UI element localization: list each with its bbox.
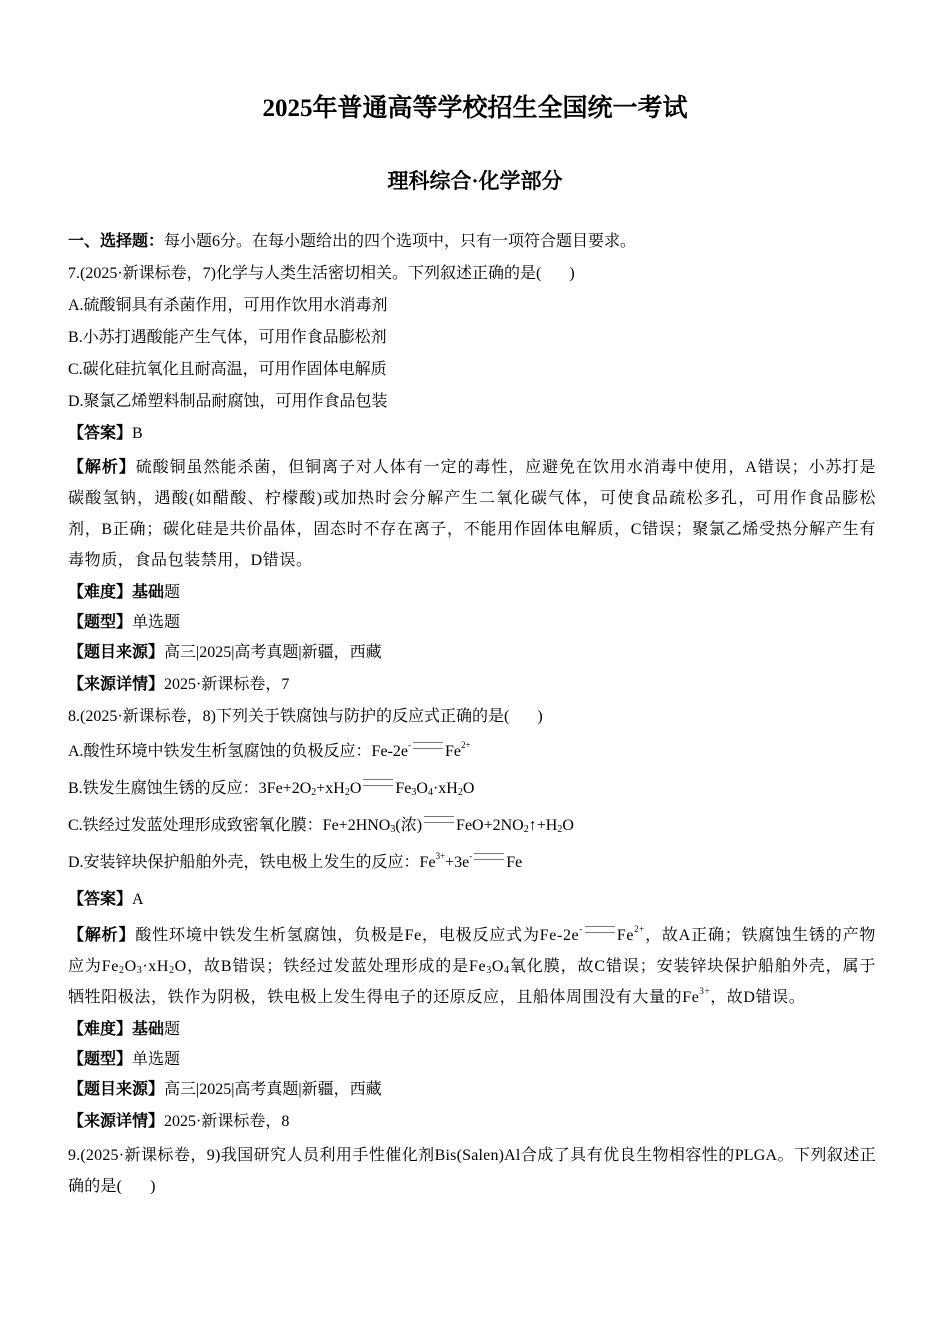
equals-sign [424,816,454,823]
q7-type: 【题型】单选题 [68,614,181,631]
question-7-stem: 7.(2025·新课标卷，7)化学与人类生活密切相关。下列叙述正确的是( ) [68,265,575,282]
q7-analysis: 【解析】硫酸铜虽然能杀菌，但铜离子对人体有一定的毒性，应避免在饮用水消毒中使用，A错误；小苏打是碳酸氢钠，遇酸(如醋酸、柠檬酸)或加热时会分解产生二氧化碳气体，可使食品疏松多孔，可用作食品膨松剂，B正确；碳化硅是共价晶体，固态时不存在离子，不能用作固体电解质，C错误；聚氯乙烯受热分解产生有毒物质，食品包装禁用，D错误。 [68,459,876,569]
question-9-stem: 9.(2025·新课标卷，9)我国研究人员利用手性催化剂Bis(Salen)Al合成了具有优良生物相容性的PLGA。下列叙述正确的是( ) [68,1147,876,1195]
q8-option-d: D.安装锌块保护船舶外壳，铁电极上发生的反应：$Fe^{3+}+3e^-$ Fe [68,851,523,871]
q7-option-a: A.硫酸铜具有杀菌作用，可用作饮用水消毒剂 [68,297,388,314]
q7-option-d: D.聚氯乙烯塑料制品耐腐蚀，可用作食品包装 [68,393,388,410]
equals-sign [363,779,393,786]
question-8-stem: 8.(2025·新课标卷，8)下列关于铁腐蚀与防护的反应式正确的是( ) [68,708,543,725]
q8-option-b: B.铁发生腐蚀生锈的反应：$3Fe+2O_2+xH_2O$ $Fe_3O_4\cdot xH_2O$ [68,780,475,798]
q7-source-detail: 【来源详情】2025·新课标卷，7 [68,676,290,693]
q8-source-detail: 【来源详情】2025·新课标卷，8 [68,1113,290,1130]
section-heading: 一、选择题：每小题6分。在每小题给出的四个选项中，只有一项符合题目要求。 [68,233,637,250]
q7-answer: 【答案】B [68,425,143,442]
q7-difficulty: 【难度】基础题 [68,584,181,601]
exam-subtitle: 理科综合·化学部分 [387,169,563,193]
q8-difficulty: 【难度】基础题 [68,1021,181,1038]
q8-analysis: 【解析】酸性环境中铁发生析氢腐蚀，负极是Fe，电极反应式为Fe-2e- $Fe^{2+}$，故A正确；铁腐蚀生锈的产物应为$Fe_2O_3\cdot xH_2O$，故B错误；铁经过发蓝处理形成的是$Fe_3O_4$氧化膜，故C错误；安装锌块保护船舶外壳，属于牺牲阳极法，铁作为阴极，铁电极上发生得电子的还原反应，且船体周围没有大量的$Fe^{3+}$，故D错误。 [68,924,876,1006]
q7-option-c: C.碳化硅抗氧化且耐高温，可用作固体电解质 [68,361,387,378]
q7-option-b: B.小苏打遇酸能产生气体，可用作食品膨松剂 [68,329,387,346]
q7-origin: 【题目来源】高三|2025|高考真题|新疆，西藏 [68,644,382,661]
q8-origin: 【题目来源】高三|2025|高考真题|新疆，西藏 [68,1081,382,1098]
q8-type: 【题型】单选题 [68,1051,181,1068]
document-body [68,226,876,1204]
q8-option-c: C.铁经过发蓝处理形成致密氧化膜：$Fe+2HNO_3$(浓) $FeO+2NO_2↑+H_2O$ [68,817,574,835]
equals-sign [413,742,443,749]
equals-sign [474,853,504,860]
exam-title: 2025年普通高等学校招生全国统一考试 [262,95,688,122]
q8-option-a: A.酸性环境中铁发生析氢腐蚀的负极反应：Fe-2e- $Fe^{2+}$ [68,740,471,760]
equals-sign [585,926,615,933]
q8-answer: 【答案】A [68,891,144,908]
